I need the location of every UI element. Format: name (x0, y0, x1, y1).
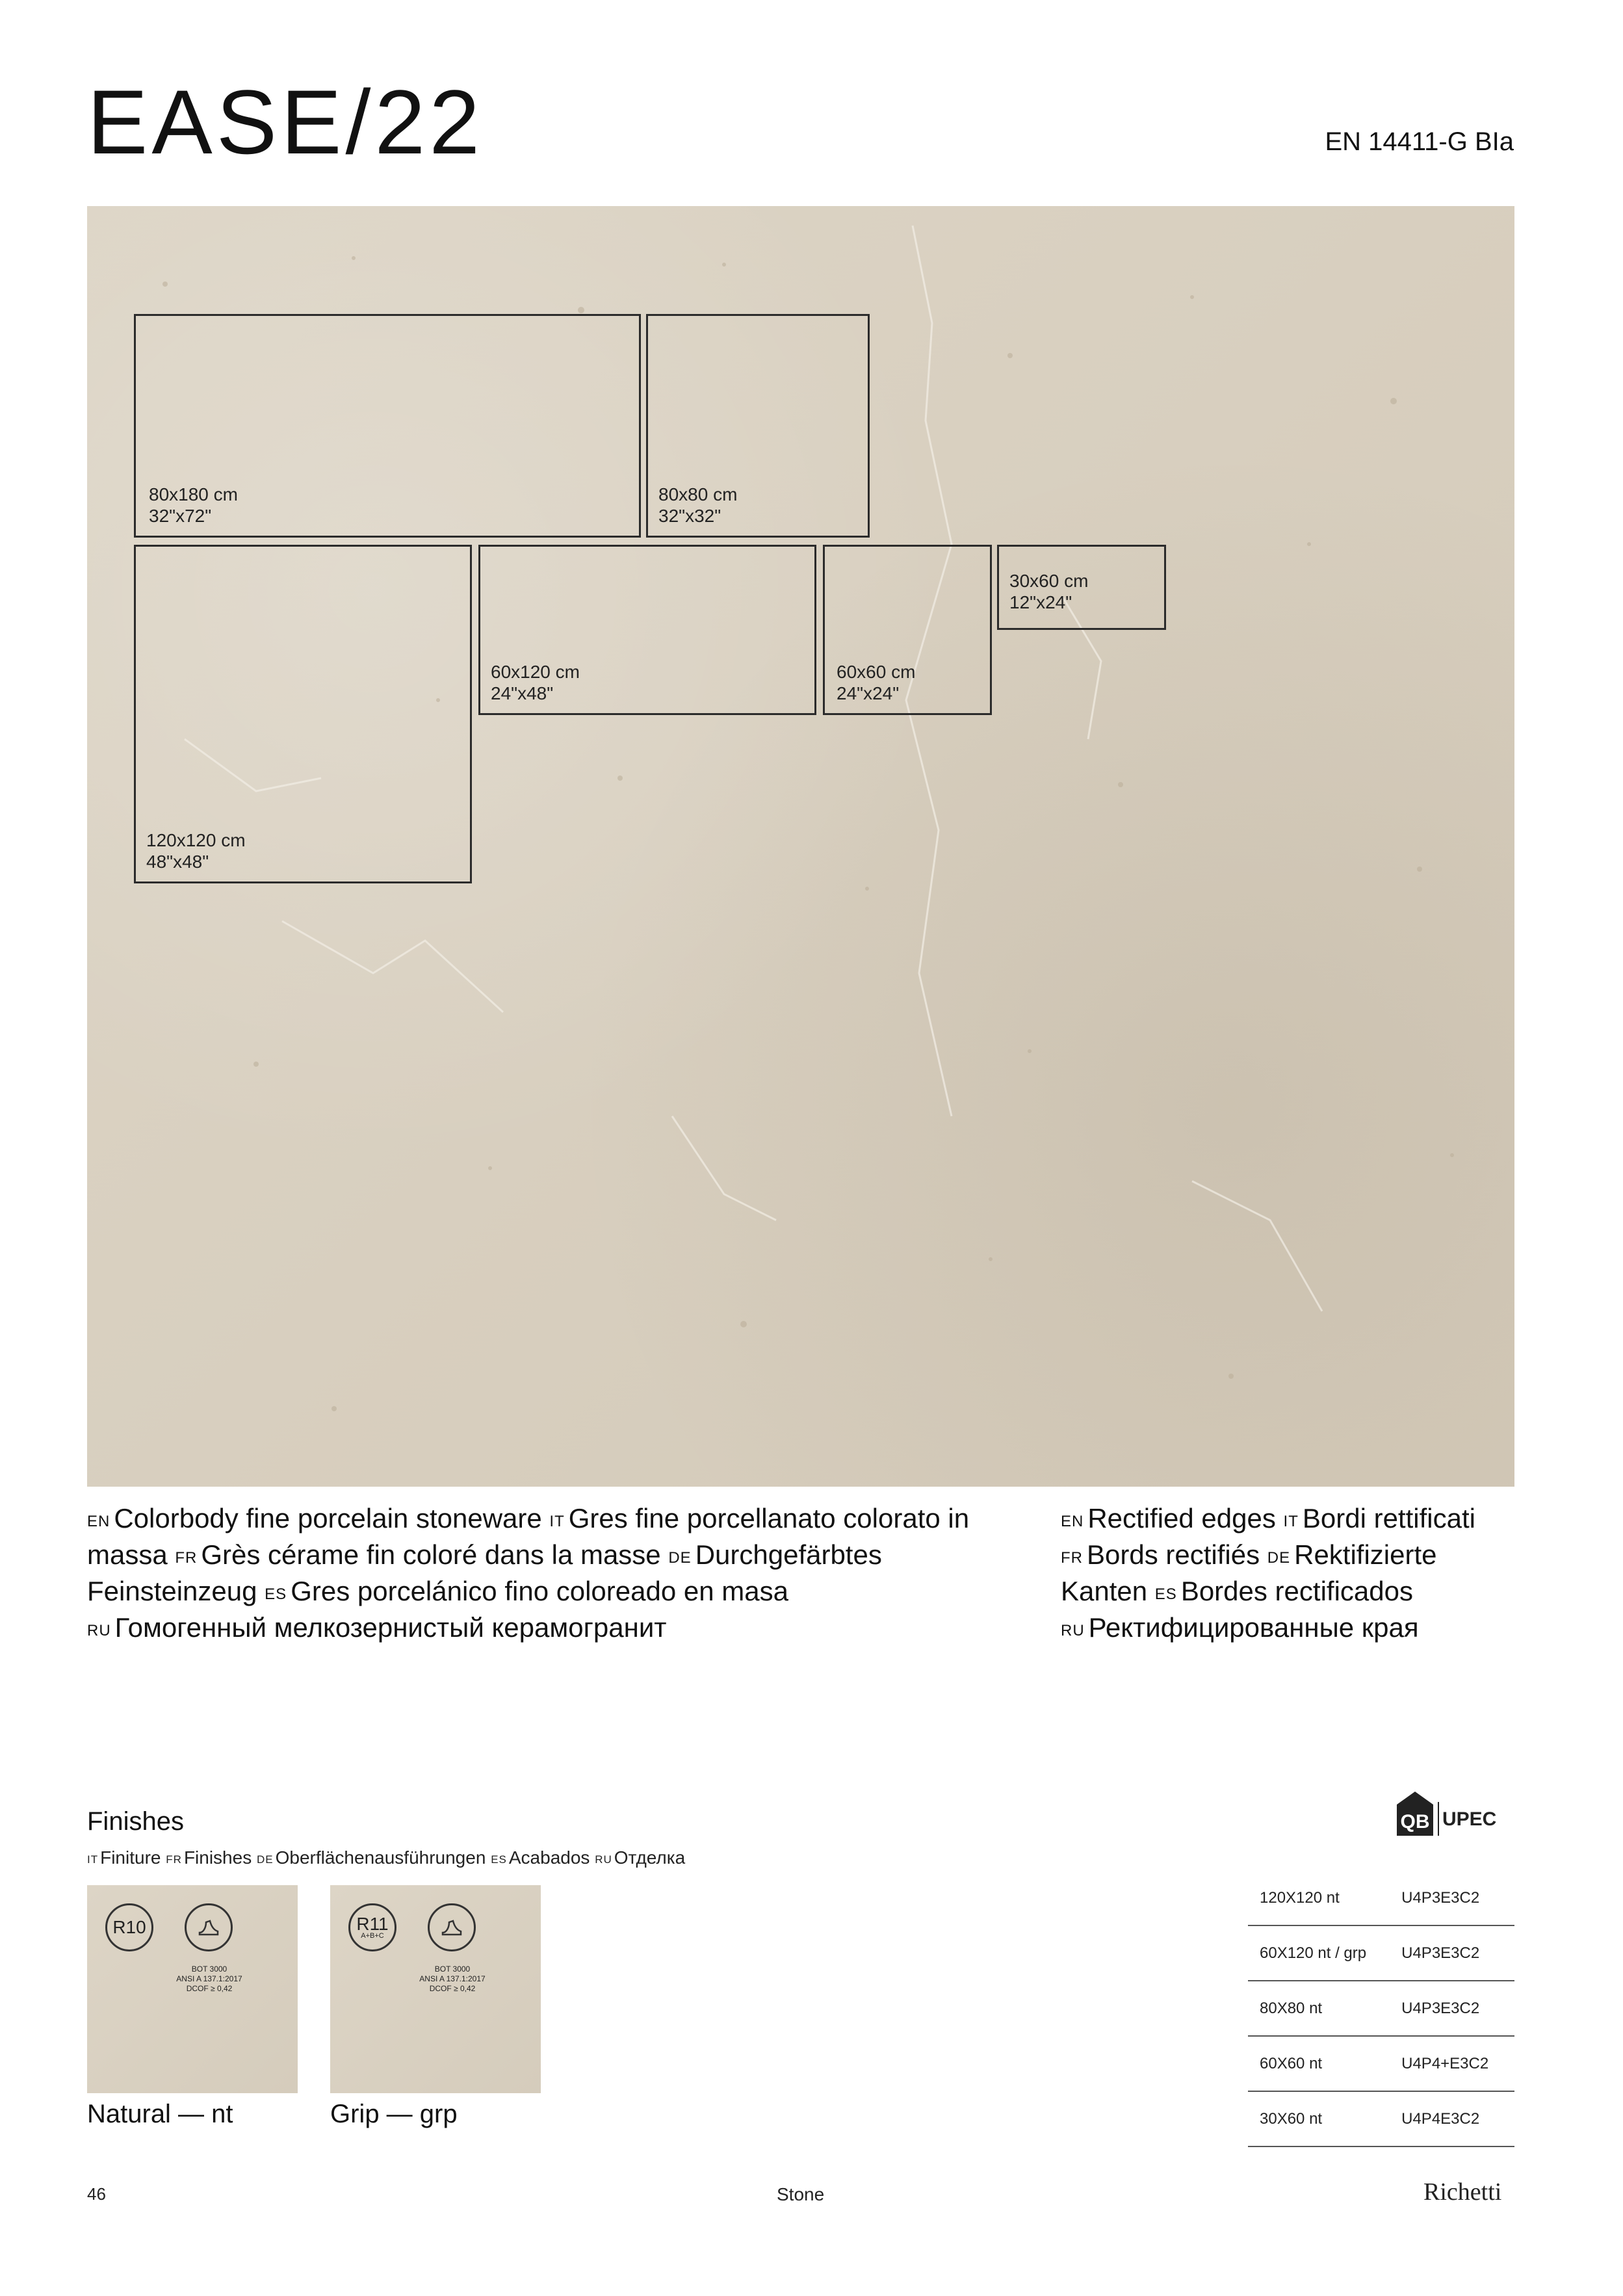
table-row: 60X60 nt U4P4+E3C2 (1248, 2036, 1514, 2091)
slip-rating-badge: R11 A+B+C (348, 1903, 396, 1951)
lang-tag: RU (1061, 1622, 1085, 1639)
shoe-icon (185, 1903, 233, 1951)
format-60x120-frame (478, 545, 816, 715)
finish-swatch-natural (87, 1885, 298, 2093)
table-row: 120X120 nt U4P3E3C2 (1248, 1871, 1514, 1925)
format-60x120-label: 60x120 cm 24"x48" (491, 662, 580, 703)
format-30x60-frame (997, 545, 1166, 630)
lang-tag: IT (1283, 1513, 1299, 1530)
format-120x120-frame (134, 545, 472, 883)
slip-test-notes: BOT 3000 ANSI A 137.1:2017 DCOF ≥ 0,42 (176, 1964, 242, 1993)
lang-tag: DE (1267, 1549, 1291, 1567)
collection-title: EASE/22 (87, 71, 484, 173)
format-80x80-label: 80x80 cm 32"x32" (658, 484, 738, 526)
qb-upec-logo (1394, 1788, 1498, 1843)
lang-tag: EN (1061, 1513, 1084, 1530)
lang-tag: ES (265, 1585, 287, 1603)
tile-surface-image (87, 206, 1514, 1487)
material-description: EN Colorbody fine porcelain stoneware IT Gres fine porcellanato colorato in massa FR Grès cérame fin coloré dans la masse DE Durchgefärbtes Feinsteinzeug ES Gres porcelánico fino coloreado en masa RU Гомогенный мелкозернистый керамогранит (87, 1503, 970, 1643)
lang-tag: DE (668, 1549, 692, 1567)
finish-name-natural: Natural — nt (87, 2100, 233, 2128)
table-row: 60X120 nt / grp U4P3E3C2 (1248, 1925, 1514, 1981)
lang-tag: FR (175, 1549, 198, 1567)
format-80x180-label: 80x180 cm 32"x72" (149, 484, 238, 526)
finishes-title: Finishes (87, 1807, 184, 1836)
format-60x60-frame (823, 545, 992, 715)
finish-swatch-grip (330, 1885, 541, 2093)
format-80x80-frame (646, 314, 870, 538)
upec-label: UPEC (1442, 1808, 1497, 1830)
finishes-translations: IT Finiture FR Finishes DE Oberflächenausführungen ES Acabados RU Отделка (87, 1847, 686, 1868)
format-60x60-label: 60x60 cm 24"x24" (837, 662, 916, 703)
slip-rating-badge: R10 (105, 1903, 153, 1951)
section-name: Stone (777, 2184, 825, 2204)
slip-test-notes: BOT 3000 ANSI A 137.1:2017 DCOF ≥ 0,42 (419, 1964, 486, 1993)
lang-tag: EN (87, 1513, 110, 1530)
standard-code: EN 14411-G BIa (1325, 127, 1514, 156)
finish-name-grip: Grip — grp (330, 2100, 458, 2128)
table-row: 80X80 nt U4P3E3C2 (1248, 1981, 1514, 2036)
format-30x60-label: 30x60 cm 12"x24" (1009, 571, 1089, 612)
table-row: 30X60 nt U4P4E3C2 (1248, 2091, 1514, 2146)
upec-table (1248, 1871, 1514, 2147)
brand-logo: Richetti (1423, 2178, 1502, 2206)
format-80x180-frame (134, 314, 641, 538)
lang-tag: IT (549, 1513, 565, 1530)
page-number: 46 (87, 2184, 106, 2204)
edge-description: EN Rectified edges IT Bordi rettificati FR Bords rectifiés DE Rektifizierte Kanten ES Bordes rectificados RU Ректифицированные края (1061, 1503, 1475, 1643)
lang-tag: RU (87, 1622, 111, 1639)
shoe-icon (428, 1903, 476, 1951)
qb-logo-text: QB (1400, 1811, 1430, 1833)
lang-tag: FR (1061, 1549, 1083, 1567)
lang-tag: ES (1154, 1585, 1177, 1603)
format-120x120-label: 120x120 cm 48"x48" (146, 830, 246, 872)
